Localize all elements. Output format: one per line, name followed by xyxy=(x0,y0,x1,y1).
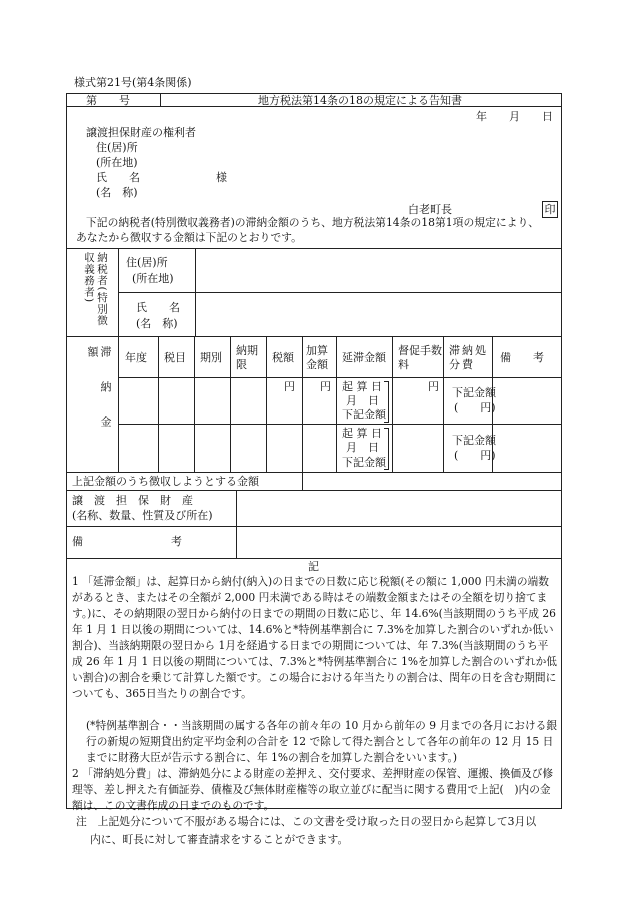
intro-line-1: 下記の納税者(特別徴収義務者)の滞納金額のうち、地方税法第14条の18第1項の規定により、 xyxy=(86,216,540,229)
delay-amount-row2: 下記金額 xyxy=(342,456,386,469)
arrears-top-line xyxy=(66,336,562,337)
collect-bottom-line xyxy=(66,490,562,491)
col-header-due-date: 納期限 xyxy=(236,344,258,371)
yen-surcharge: 円 xyxy=(320,380,331,393)
col-line-1 xyxy=(118,336,119,472)
col-line-8 xyxy=(392,336,393,472)
doc-number-label: 第 号 xyxy=(86,94,130,107)
arrears-header-bottom-line xyxy=(118,377,562,378)
col-line-2 xyxy=(158,336,159,472)
addressee-name-label: 氏 名 xyxy=(96,171,140,184)
yen-reminder: 円 xyxy=(428,380,439,393)
remarks-bottom-line xyxy=(66,558,562,559)
note-1-definition: (*特例基準割合・・当該期間の属する各年の前々年の 10 月から前年の 9 月までの各月における銀行の新規の短期貸出約定平均金利の合計を 12 で除して得た割合として各年の前年の 12 月 15 日までに財務大臣が告示する割合に、年 1%の割合を加算した割合をいいます。) xyxy=(86,719,558,764)
disposal-amount-row1: 下記金額 xyxy=(452,386,496,399)
doc-title: 地方税法第14条の18の規定による告知書 xyxy=(258,94,462,107)
col-header-tax-amount: 税額 xyxy=(272,351,294,364)
disposal-yen-row1: ( 円) xyxy=(454,401,496,414)
property-bottom-line xyxy=(66,526,562,527)
col-header-delay-charge: 延滞金額 xyxy=(342,351,386,364)
yen-tax: 円 xyxy=(284,380,295,393)
date-line: 年 月 日 xyxy=(476,110,553,123)
note-2: 2 「滞納処分費」は、滞納処分による財産の差押え、交付要求、差押財産の保管、運搬、換価及び修理等、差し押えた有価証券、債権及び無体財産権等の取立並びに配当に関する費用で上記( )内の金額は、この文書作成の日までのものです。 xyxy=(72,767,554,812)
delay-date-row1: 月 日 xyxy=(346,394,379,407)
taxpayer-vertical-label: 納税者(特別徴収義務者) xyxy=(83,252,108,327)
col-header-disposal-cost: 滞納処分費 xyxy=(449,344,488,371)
taxpayer-address-label: 住(居)所 xyxy=(126,256,168,269)
remarks-label: 備 考 xyxy=(72,535,182,548)
addressee-address-label: 住(居)所 xyxy=(96,141,138,154)
delay-start-row2: 起 算 日 xyxy=(342,427,382,440)
arrears-vertical-label: 滞納金額 xyxy=(86,346,112,451)
addressee-address-sub: (所在地) xyxy=(96,156,138,169)
seal-mark: 印 xyxy=(542,201,558,218)
property-label: 譲 渡 担 保 財 産 xyxy=(72,494,193,507)
taxpayer-mid-line xyxy=(118,292,562,293)
col-line-5 xyxy=(266,336,267,472)
col-line-4 xyxy=(230,336,231,472)
arrears-bottom-line xyxy=(66,472,562,473)
collect-divider xyxy=(302,472,303,490)
collect-label: 上記金額のうち徴収しようとする金額 xyxy=(72,475,259,488)
col-line-7 xyxy=(336,336,337,472)
taxpayer-name-label: 氏 名 xyxy=(136,301,180,314)
footnote-line-2: 内に、町長に対して審査請求をすることができます。 xyxy=(90,833,349,846)
delay-date-row2: 月 日 xyxy=(346,441,379,454)
taxpayer-top-line xyxy=(66,248,562,249)
addressee-name-sub: (名 称) xyxy=(96,186,138,199)
addressee-sama: 様 xyxy=(216,171,227,184)
delay-amount-row1: 下記金額 xyxy=(342,408,386,421)
footnote-line-1: 注 上記処分について不服がある場合には、この文書を受け取った日の翌日から起算して3月以 xyxy=(76,815,537,828)
form-label: 様式第21号(第4条関係) xyxy=(74,76,192,89)
col-line-3 xyxy=(194,336,195,472)
col-header-year: 年度 xyxy=(125,351,147,364)
col-line-9 xyxy=(443,336,444,472)
intro-line-2: あなたから徴収する金額は下記のとおりです。 xyxy=(76,231,302,244)
arrears-row-line xyxy=(118,424,562,425)
col-header-reminder-fee: 督促手数料 xyxy=(398,344,442,371)
notes-heading: 記 xyxy=(308,560,319,573)
property-sub-label: (名称、数量、性質及び所在) xyxy=(72,509,213,522)
property-divider xyxy=(236,490,237,558)
addressee-heading: 譲渡担保財産の権利者 xyxy=(86,126,196,139)
col-header-surcharge: 加算金額 xyxy=(306,344,328,371)
issuer-name: 白老町長 xyxy=(408,203,452,216)
header-divider xyxy=(160,93,161,106)
col-header-tax-item: 税目 xyxy=(164,351,186,364)
col-header-remarks: 備 考 xyxy=(500,351,544,364)
taxpayer-address-sub: (所在地) xyxy=(132,272,174,285)
taxpayer-name-sub: (名 称) xyxy=(136,317,178,330)
disposal-amount-row2: 下記金額 xyxy=(452,434,496,447)
disposal-yen-row2: ( 円) xyxy=(454,449,496,462)
delay-start-row1: 起 算 日 xyxy=(342,380,382,393)
note-1: 1 「延滞金額」は、起算日から納付(納入)の日までの日数に応じ税額(その額に 1,000 円未満の端数があるとき、またはその全額が 2,000 円未満である時はその端数金額またはその全額を切り捨てます。)に、その納期限の翌日から納付の日までの期間の日数に応じ、年 14.6%(当該期間のうち平成 26 年 1 月 1 日以後の期間については、14.6%と*特例基準割合に 7.3%を加算した割合のいずれか低い割合)、当該納期限の翌日から 1月を経過する日までの期間については、年 7.3%(当該期間のうち平成 26 年 1 月 1 日以後の期間については、7.3%と*特例基準割合に 1%を加算した割合のいずれか低い割合)の割合を乗じて計算した額です。この場合における年当たりの割合は、閏年の日を含む期間についても、365日当たりの割合です。 xyxy=(72,575,557,700)
col-header-period: 期別 xyxy=(200,351,222,364)
col-line-6 xyxy=(302,336,303,472)
